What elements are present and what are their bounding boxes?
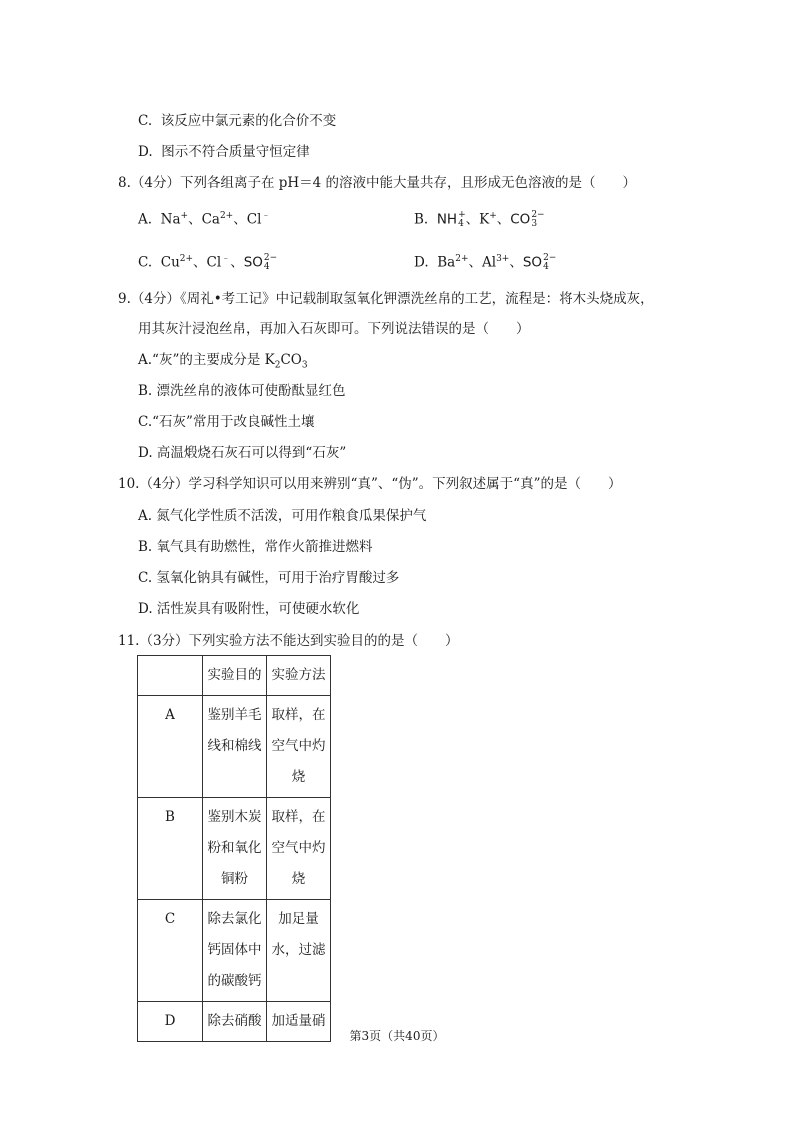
q7-option-d: D. 图示不符合质量守恒定律 xyxy=(138,144,310,160)
q8-option-d: D. $Ba^{2+}$、$Al^{3+}$、SO 2− 4 xyxy=(414,253,557,272)
q8-option-a: A. Na+、$Ca^{2+}$、Cl﹣ xyxy=(138,211,271,228)
table-cell: 鉴别木炭粉和氧化铜粉 xyxy=(203,798,267,900)
table-row xyxy=(138,696,331,798)
q9-stem-line1: 9.（4分）《周礼•考工记》中记载制取氢氧化钾漂洗丝帛的工艺，流程是：将木头烧成灰， xyxy=(118,291,654,307)
table-header-row xyxy=(138,656,331,696)
q9-option-c: C.“石灰”常用于改良碱性土壤 xyxy=(138,414,315,430)
table-cell: 取样，在空气中灼烧 xyxy=(267,696,331,798)
q9-stem-line2: 用其灰汁浸泡丝帛，再加入石灰即可。下列说法错误的是（ ） xyxy=(138,321,530,337)
q10-stem: 10.（4分）学习科学知识可以用来辨别“真”、“伪”。下列叙述属于“真”的是（ ） xyxy=(118,476,622,492)
table-row xyxy=(138,798,331,900)
experiment-table xyxy=(137,655,331,1042)
page-footer: 第3页（共40页） xyxy=(349,1029,445,1043)
table-header-cell: 实验目的 xyxy=(203,656,267,696)
q10-option-a: A. 氮气化学性质不活泼，可用作粮食瓜果保护气 xyxy=(138,508,427,524)
table-row xyxy=(138,900,331,1002)
table-cell: 取样，在空气中灼烧 xyxy=(267,798,331,900)
q8-option-c: C. $Cu^{2+}$、Cl﹣、SO 2− 4 xyxy=(138,253,278,272)
q8-option-b: B. NH + 4 、K+、CO 2− 3 xyxy=(414,210,545,229)
q9-option-b: B. 漂洗丝帛的液体可使酚酞显红色 xyxy=(138,383,346,399)
q9-option-a: A.“灰”的主要成分是 $K_2CO_3$ xyxy=(138,352,308,371)
q9-option-d: D. 高温煅烧石灰石可以得到“石灰” xyxy=(138,445,347,461)
table-cell: B xyxy=(138,798,203,900)
table-header-cell xyxy=(138,656,203,696)
table-cell: D xyxy=(138,1002,203,1042)
table-cell: C xyxy=(138,900,203,1002)
table-cell: 加适量硝 xyxy=(267,1002,331,1042)
q10-option-b: B. 氧气具有助燃性，常作火箭推进燃料 xyxy=(138,539,373,555)
q10-option-c: C. 氢氧化钠具有碱性，可用于治疗胃酸过多 xyxy=(138,570,400,586)
table-cell: A xyxy=(138,696,203,798)
table-cell: 除去氯化钙固体中的碳酸钙 xyxy=(203,900,267,1002)
table-cell: 除去硝酸 xyxy=(203,1002,267,1042)
q7-option-c: C. 该反应中氯元素的化合价不变 xyxy=(138,113,337,129)
q11-stem: 11.（3分）下列实验方法不能达到实验目的的是（ ） xyxy=(118,633,459,649)
table-cell: 加足量水，过滤 xyxy=(267,900,331,1002)
table-header-cell: 实验方法 xyxy=(267,656,331,696)
q10-option-d: D. 活性炭具有吸附性，可使硬水软化 xyxy=(138,601,360,617)
table-cell: 鉴别羊毛线和棉线 xyxy=(203,696,267,798)
q8-stem: 8.（4分）下列各组离子在 pH＝4 的溶液中能大量共存，且形成无色溶液的是（ ） xyxy=(118,175,637,191)
